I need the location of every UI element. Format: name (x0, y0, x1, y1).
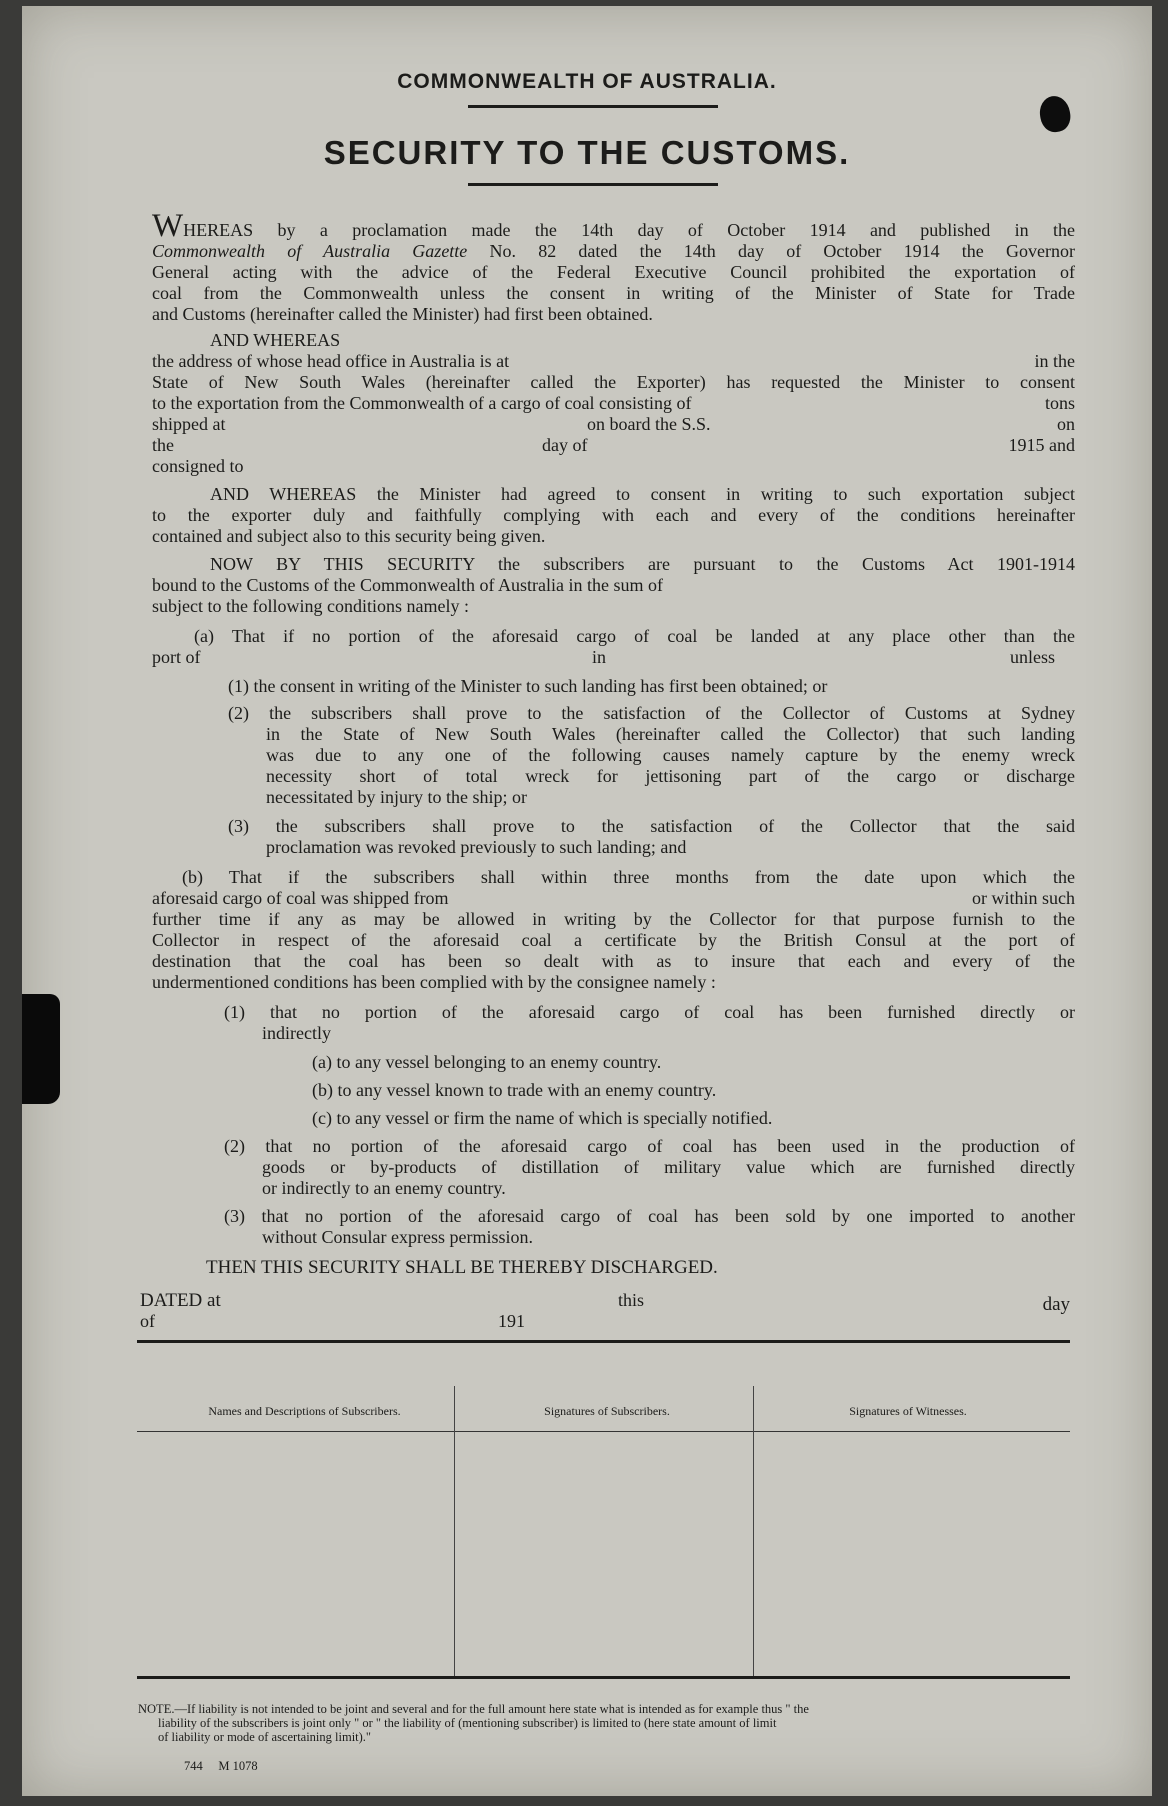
column-header-names: Names and Descriptions of Subscribers. (208, 1404, 401, 1418)
condition-a-item-2-line-3: was due to any one of the following causes namely capture by the enemy wreck (266, 745, 1075, 765)
condition-a-item-3-line-2: proclamation was revoked previously to such landing; and (266, 837, 687, 857)
port-of-label: port of (152, 647, 201, 667)
condition-b-sub-a: (a) to any vessel belonging to an enemy country. (312, 1052, 662, 1072)
note-line-1: NOTE.—If liability is not intended to be joint and several and for the full amount here state what is intended as for example thus " the (138, 1702, 809, 1716)
condition-b-line-2: aforesaid cargo of coal was shipped from (152, 888, 449, 908)
unless-label: unless (1010, 647, 1055, 667)
condition-a-item-2-line-1: (2) the subscribers shall prove to the satisfaction of the Collector of Customs at Sydney (228, 703, 1075, 723)
whereas-line-5: and Customs (hereinafter called the Minister) had first been obtained. (152, 304, 653, 324)
table-column-divider-2 (753, 1386, 754, 1676)
year-prefix: 191 (498, 1311, 525, 1331)
column-header-witness-signatures: Signatures of Witnesses. (849, 1404, 967, 1418)
consent-line-3: contained and subject also to this security being given. (152, 526, 546, 546)
security-line-3: subject to the following conditions namely : (152, 596, 469, 616)
punch-hole-mark (1037, 94, 1073, 135)
form-code: 744 M 1078 (184, 1759, 258, 1773)
cargo-line-end: tons (1044, 393, 1075, 413)
country-heading: COMMONWEALTH OF AUSTRALIA. (397, 70, 777, 93)
consent-line-1: AND WHEREAS the Minister had agreed to consent in writing to such exportation subject (210, 484, 1075, 504)
condition-b-item-2-line-3: or indirectly to an enemy country. (262, 1178, 506, 1198)
shipped-at-label: shipped at (152, 414, 226, 434)
exporter-line: State of New South Wales (hereinafter called the Exporter) has requested the Minister to consent (152, 372, 1075, 392)
condition-b-line-2-end: or within such (972, 888, 1075, 908)
security-line-2: bound to the Customs of the Commonwealth of Australia in the sum of (152, 575, 663, 595)
on-label: on (1057, 414, 1075, 434)
column-header-subscriber-signatures: Signatures of Subscribers. (544, 1404, 670, 1418)
whereas-line-4: coal from the Commonwealth unless the consent in writing of the Minister of State for Trade (152, 283, 1075, 303)
discharge-clause: THEN THIS SECURITY SHALL BE THEREBY DISCHARGED. (206, 1257, 718, 1278)
cargo-line: to the exportation from the Commonwealth of a cargo of coal consisting of (152, 393, 692, 413)
heading-rule (468, 105, 718, 108)
whereas-line-1: WHEREAS by a proclamation made the 14th day of October 1914 and published in the (152, 208, 1075, 244)
condition-b-line-6: undermentioned conditions has been complied with by the consignee namely : (152, 972, 716, 992)
table-bottom-rule (137, 1676, 1070, 1679)
condition-b-line-1: (b) That if the subscribers shall within three months from the date upon which the (182, 867, 1075, 887)
condition-b-sub-c: (c) to any vessel or firm the name of which is specially notified. (312, 1108, 773, 1128)
this-label: this (618, 1290, 645, 1310)
condition-b-line-4: Collector in respect of the aforesaid coal a certificate by the British Consul at the port of (152, 930, 1075, 950)
security-line-1: NOW BY THIS SECURITY the subscribers are pursuant to the Customs Act 1901-1914 (210, 554, 1075, 574)
condition-b-item-3-line-1: (3) that no portion of the aforesaid cargo of coal has been sold by one imported to another (224, 1206, 1075, 1226)
title-rule (468, 183, 718, 186)
table-header-rule (137, 1431, 1070, 1432)
consent-line-2: to the exporter duly and faithfully complying with each and every of the conditions hereinafter (152, 505, 1075, 525)
whereas-line-2: Commonwealth of Australia Gazette No. 82 dated the 14th day of October 1914 the Governor (152, 241, 1075, 261)
whereas-line-3: General acting with the advice of the Federal Executive Council prohibited the exportation of (152, 262, 1075, 282)
note-line-3: of liability or mode of ascertaining limit)." (158, 1730, 372, 1744)
table-top-rule (137, 1340, 1070, 1343)
of-label: of (140, 1311, 155, 1331)
condition-b-sub-b: (b) to any vessel known to trade with an enemy country. (312, 1080, 717, 1100)
condition-a-line-1: (a) That if no portion of the aforesaid cargo of coal be landed at any place other than the (194, 626, 1075, 646)
in-label: in (592, 647, 607, 667)
year-label: 1915 and (1008, 435, 1075, 455)
condition-b-item-3-line-2: without Consular express permission. (262, 1227, 533, 1247)
document-title: SECURITY TO THE CUSTOMS. (323, 134, 851, 171)
condition-b-item-1-line-2: indirectly (262, 1023, 331, 1043)
condition-a-item-3-line-1: (3) the subscribers shall prove to the satisfaction of the Collector that the said (228, 816, 1075, 836)
dated-at-label: DATED at (140, 1290, 221, 1311)
condition-b-item-2-line-2: goods or by-products of distillation of military value which are furnished directly (262, 1157, 1075, 1177)
day-label: day (1042, 1294, 1070, 1315)
condition-a-item-2-line-4: necessity short of total wreck for jettisoning part of the cargo or discharge (266, 766, 1075, 786)
condition-b-line-5: destination that the coal has been so dealt with as to insure that each and every of the (152, 951, 1075, 971)
condition-b-line-3: further time if any as may be allowed in writing by the Collector for that purpose furnish to the (152, 909, 1075, 929)
and-whereas-heading: AND WHEREAS (210, 330, 341, 350)
condition-a-item-2-line-2: in the State of New South Wales (hereinafter called the Collector) that such landing (266, 724, 1075, 744)
on-board-label: on board the S.S. (587, 414, 711, 434)
address-line-end: in the (1034, 351, 1075, 371)
table-column-divider-1 (454, 1386, 455, 1676)
document-sheet (22, 6, 1152, 1796)
condition-a-item-2-line-5: necessitated by injury to the ship; or (266, 787, 527, 807)
condition-a-item-1: (1) the consent in writing of the Minister to such landing has first been obtained; or (228, 676, 828, 696)
note-line-2: liability of the subscribers is joint only " or " the liability of (mentioning subscriber) is limited to (here state amount of limit (158, 1716, 777, 1730)
binding-mark (22, 994, 60, 1104)
address-line: the address of whose head office in Australia is at (152, 351, 510, 371)
condition-b-item-2-line-1: (2) that no portion of the aforesaid cargo of coal has been used in the production of (224, 1136, 1075, 1156)
the-label: the (152, 435, 174, 455)
condition-b-item-1-line-1: (1) that no portion of the aforesaid cargo of coal has been furnished directly or (224, 1002, 1075, 1022)
day-of-label: day of (542, 435, 588, 455)
consigned-to-label: consigned to (152, 456, 244, 476)
